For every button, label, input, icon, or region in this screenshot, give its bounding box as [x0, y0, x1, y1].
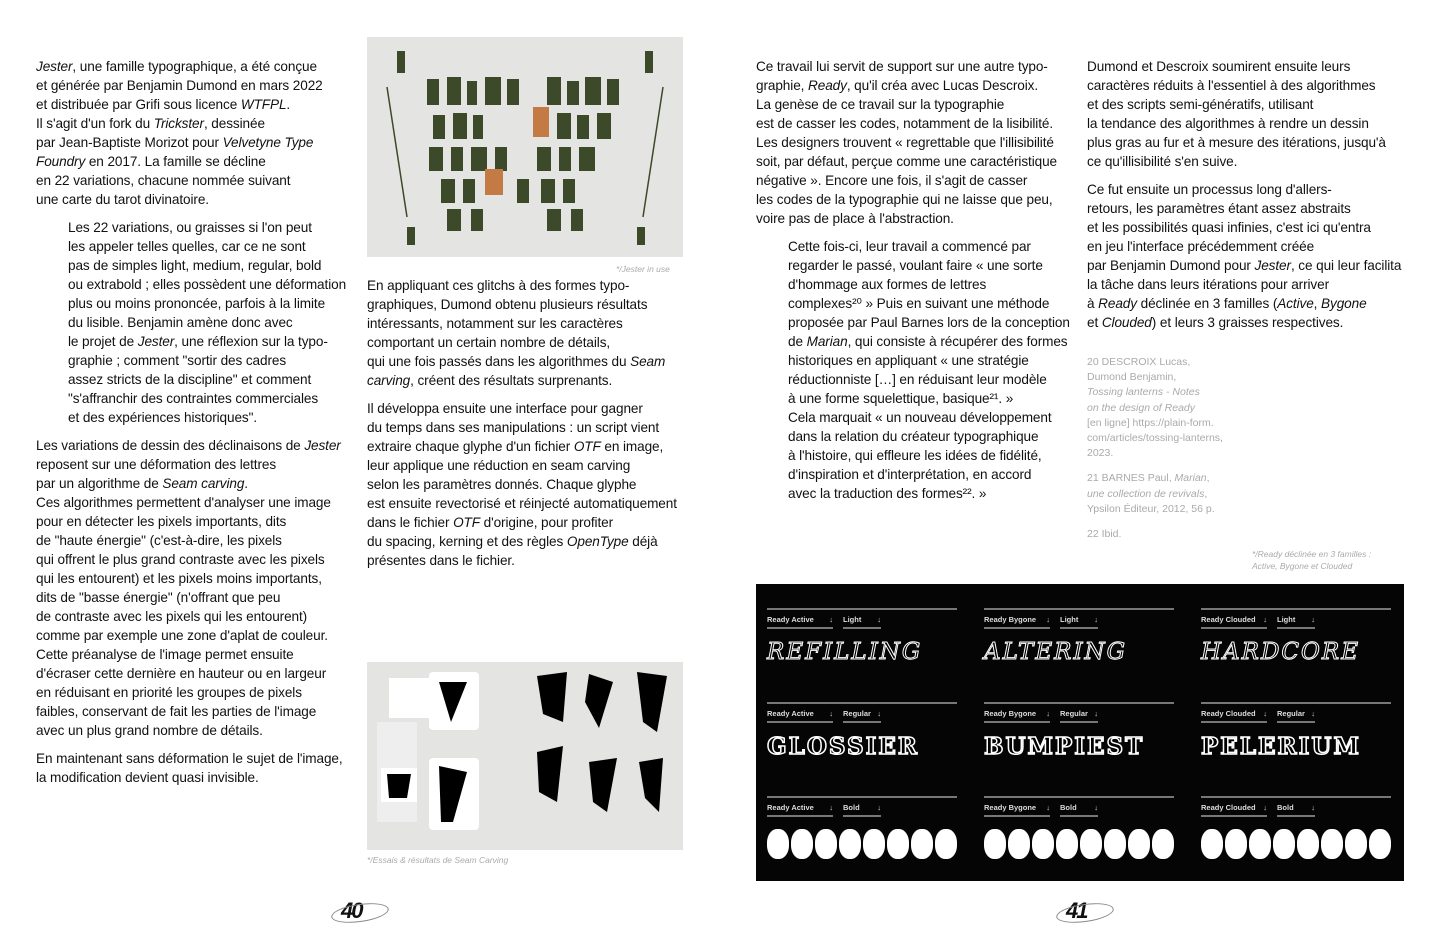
text-run: 21 BARNES Paul,	[1087, 472, 1175, 485]
paragraph	[36, 57, 358, 209]
arrow-down-icon: ↓	[1311, 709, 1315, 718]
arrow-down-icon: ↓	[1263, 709, 1267, 718]
weight-label: Regular	[1277, 709, 1305, 718]
weight-dropdown[interactable]	[843, 709, 881, 723]
specimen-cell	[767, 796, 957, 859]
paragraph	[756, 237, 1078, 503]
family-label: Ready Bygone	[984, 803, 1037, 812]
text-run: déjà présentes dans le fichier.	[367, 534, 658, 568]
italic-text: Ready	[808, 78, 847, 93]
arrow-down-icon: ↓	[1046, 803, 1050, 812]
italic-text: OTF	[453, 515, 480, 530]
paragraph	[367, 276, 692, 390]
text-run: . Ces algorithmes permettent d'analyser une image pour en détecter les pixels importants, dits de "haute énergie" (c'est-à-dire, les pixels qui offrent le plus grand contraste avec les pixels qui les entourent) et les pixels moins importants, dits de "basse énergie" (n'offrant que peu de contraste avec les pixels qui les entourent) comme par exemple une zone d'aplat de couleur. Cette préanalyse de l'image permet ensuite d'écraser cette dernière en hauteur ou en largeur en réduisant en priorité les groupes de pixels faibles, conservant de fait les parties de l'image avec un plus grand nombre de détails.	[36, 476, 331, 738]
weight-label: Light	[843, 615, 862, 624]
family-dropdown[interactable]	[767, 803, 833, 817]
italic-text: Tossing lanterns - Notes on the design of Ready	[1087, 386, 1200, 414]
divider	[1201, 702, 1391, 704]
text-run: [en ligne] https://plain-form. com/articles/tossing-lanterns, 2023.	[1087, 416, 1223, 460]
text-run: Ce fut ensuite un processus long d'allers- retours, les paramètres étant assez abstraits et les possibilités quasi infinies, c'est ici qu'entra en jeu l'interface précédemment créée par Benjamin Dumond pour	[1087, 182, 1371, 273]
text-run: Dumond et Descroix soumirent ensuite leurs caractères réduits à l'essentiel à des algorithmes et des scripts semi-génératifs, utilisant la tendance des algorithmes à rendre un dessin plus gras au fur et à mesure des itérations, jusqu'à ce qu'illisibilité s'en suive.	[1087, 59, 1386, 169]
text-run: d'origine, pour profiter du spacing, kerning et des règles	[367, 515, 614, 549]
arrow-down-icon: ↓	[829, 803, 833, 812]
weight-dropdown[interactable]	[843, 615, 881, 629]
text-run: ) et leurs 3 graisses respectives.	[1151, 315, 1344, 330]
text-run: ,	[1313, 296, 1322, 311]
italic-text: OTF	[573, 439, 601, 454]
weight-dropdown[interactable]	[1060, 709, 1098, 723]
italic-text: OpenType	[566, 534, 629, 549]
italic-text: Jester	[1254, 258, 1291, 273]
left-column-2	[367, 276, 692, 579]
arrow-down-icon: ↓	[877, 709, 881, 718]
text-run: ,	[1206, 472, 1210, 485]
jester-glyphs-artwork	[367, 37, 683, 257]
arrow-down-icon: ↓	[1046, 709, 1050, 718]
italic-text: Bygone	[1321, 296, 1367, 311]
page-number-right	[1066, 898, 1086, 924]
weight-dropdown[interactable]	[1060, 615, 1098, 629]
text-run: , qu'il créa avec Lucas Descroix. La genèse de ce travail sur la typographie est de casser les codes, notamment de la lisibilité. Les designers trouvent « regrettable que l'illisibilité soit, par défaut, perçue comme une caractéristique négative ». Encore une fois, il s'agit de casser les codes de la typographie qui ne laisse que peu, voire pas de place à l'abstraction.	[756, 78, 1058, 226]
page-number-ornament	[330, 900, 390, 926]
page-number-left	[341, 898, 361, 924]
right-column-1	[756, 57, 1078, 512]
text-run: , qui consiste à récupérer des formes historiques en appliquant « une stratégie réductionniste […] en réduisant leur modèle à une forme squelettique, basique²¹. » Cela marquait « un nouveau développement dans la relation du créateur typographique à l'histoire, qui effleure les idées de fidélité, d'inspiration et d'interprétation, en accord avec la traduction des formes²². »	[788, 334, 1068, 501]
text-run: . Il s'agit d'un fork du	[36, 97, 291, 131]
caption-jester: */Jester in use	[616, 264, 670, 274]
ready-specimen-panel	[756, 584, 1404, 881]
divider	[767, 702, 957, 704]
text-run: , une réflexion sur la typo- graphie ; comment "sortir des cadres assez stricts de la discipline" et comment "s'affranchir des contraintes commerciales et des expériences historiques".	[68, 334, 328, 425]
weight-dropdown[interactable]	[1277, 803, 1315, 817]
text-run: , créent des résultats surprenants.	[410, 373, 613, 388]
paragraph	[36, 218, 358, 427]
text-run: , dessinée par Jean-Baptiste Morizot pour	[36, 116, 265, 150]
family-label: Ready Bygone	[984, 709, 1037, 718]
arrow-down-icon: ↓	[1263, 803, 1267, 812]
paragraph	[36, 436, 358, 740]
arrow-down-icon: ↓	[829, 709, 833, 718]
specimen-word: BUMPIEST	[984, 733, 1145, 760]
italic-text: Ready déclinée en 3 familles : Active, Bygone et Clouded	[1252, 549, 1372, 571]
text-run: en 2017. La famille se décline en 22 variations, chacune nommée suivant une carte du tarot divinatoire.	[36, 154, 291, 207]
italic-text: Velvetyne Type Foundry	[36, 135, 314, 169]
text-run: 20 DESCROIX Lucas, Dumond Benjamin,	[1087, 356, 1191, 384]
weight-label: Regular	[1060, 709, 1088, 718]
weight-label: Bold	[1060, 803, 1077, 812]
text-run: Cette fois-ci, leur travail a commencé par regarder le passé, voulant faire « une sorte d'hommage aux formes de lettres complexes²⁰ » Puis en suivant une méthode proposée par Paul Barnes lors de la conception de	[788, 239, 1070, 349]
footnote	[1087, 471, 1287, 517]
weight-label: Light	[1277, 615, 1296, 624]
text-run: 22 Ibid.	[1087, 528, 1122, 541]
specimen-cell	[1201, 702, 1391, 760]
specimen-cell	[767, 702, 957, 760]
footnote	[1087, 527, 1287, 542]
specimen-cell	[984, 702, 1174, 760]
arrow-down-icon: ↓	[829, 615, 833, 624]
specimen-cell	[767, 608, 957, 665]
italic-text: Marian	[806, 334, 848, 349]
family-dropdown[interactable]	[1201, 615, 1267, 629]
specimen-cell	[1201, 796, 1391, 859]
italic-text: Active	[1277, 296, 1314, 311]
family-label: Ready Clouded	[1201, 803, 1256, 812]
italic-text: Jester	[304, 438, 341, 453]
specimen-cell	[984, 796, 1174, 859]
divider	[1201, 608, 1391, 610]
arrow-down-icon: ↓	[1094, 803, 1098, 812]
text-run: en image, leur applique une réduction en seam carving selon les paramètres donnés. Chaque glyphe est ensuite revectorisé et réinjecté automatiquement dans le fichier	[367, 439, 677, 530]
specimen-bold-artwork	[984, 829, 1174, 859]
italic-text: Marian	[1174, 472, 1207, 485]
text-run: En maintenant sans déformation le sujet de l'image, la modification devient quasi invisible.	[36, 751, 343, 785]
divider	[767, 796, 957, 798]
specimen-word: HARDCORE	[1201, 639, 1360, 665]
italic-text: */	[1252, 549, 1258, 559]
weight-label: Light	[1060, 615, 1079, 624]
family-dropdown[interactable]	[984, 615, 1050, 629]
text-run: , Ypsilon Éditeur, 2012, 56 p.	[1087, 487, 1215, 515]
family-label: Ready Bygone	[984, 615, 1037, 624]
text-run: et	[1087, 315, 1099, 330]
text-run: Les 22 variations, ou graisses si l'on peut les appeler telles quelles, car ce ne sont pas de simples light, medium, regular, bold ou extrabold ; elles possèdent une déformation plus ou moins prononcée, parfois à la limite du lisible. Benjamin amène donc avec le projet de	[68, 220, 347, 349]
specimen-bold-artwork	[767, 829, 957, 859]
text-run: En appliquant ces glitchs à des formes typo- graphiques, Dumond obtenu plusieurs résultats intéressants, notamment sur les caractères comportant un certain nombre de détails, qui une fois passés dans les algorithmes du	[367, 278, 648, 369]
arrow-down-icon: ↓	[877, 615, 881, 624]
text-run: reposent sur une déformation des lettres par un algorithme de	[36, 457, 277, 491]
text-run: Les variations de dessin des déclinaisons de	[36, 438, 305, 453]
family-label: Ready Active	[767, 803, 814, 812]
text-run: déclinée en 3 familles (	[1136, 296, 1278, 311]
paragraph	[36, 749, 358, 787]
family-label: Ready Clouded	[1201, 709, 1256, 718]
weight-label: Bold	[843, 803, 860, 812]
paragraph	[756, 57, 1078, 228]
family-dropdown[interactable]	[767, 709, 833, 723]
weight-dropdown[interactable]	[1277, 709, 1315, 723]
text-run: Ce travail lui servit de support sur une autre typo- graphie,	[756, 59, 1048, 93]
caption-seam-carving: */Essais & résultats de Seam Carving	[367, 855, 509, 865]
family-dropdown[interactable]	[984, 709, 1050, 723]
family-label: Ready Active	[767, 615, 814, 624]
divider	[984, 702, 1174, 704]
italic-text: Ready	[1098, 296, 1137, 311]
jester-in-use-image	[367, 37, 683, 257]
specimen-cell	[1201, 608, 1391, 665]
divider	[767, 608, 957, 610]
right-column-2	[1087, 57, 1417, 341]
arrow-down-icon: ↓	[1046, 615, 1050, 624]
left-column-1	[36, 57, 358, 796]
weight-dropdown[interactable]	[843, 803, 881, 817]
italic-text: WTFPL	[240, 97, 287, 112]
paragraph	[367, 399, 692, 570]
divider	[984, 796, 1174, 798]
family-dropdown[interactable]	[1201, 803, 1267, 817]
arrow-down-icon: ↓	[877, 803, 881, 812]
paragraph	[1087, 180, 1417, 332]
seam-carving-image	[367, 662, 683, 850]
caption-ready	[1252, 548, 1371, 572]
specimen-word: PELERIUM	[1201, 733, 1361, 760]
weight-label: Bold	[1277, 803, 1294, 812]
divider	[1201, 796, 1391, 798]
paragraph	[1087, 57, 1417, 171]
text-run: Il développa ensuite une interface pour gagner du temps dans ses manipulations : un script vient extraire chaque glyphe d'un fichier	[367, 401, 660, 454]
specimen-word: REFILLING	[767, 639, 923, 665]
family-dropdown[interactable]	[767, 615, 833, 629]
arrow-down-icon: ↓	[1263, 615, 1267, 624]
seam-carving-artwork	[367, 662, 683, 850]
italic-text: Trickster	[153, 116, 204, 131]
italic-text: Clouded	[1101, 315, 1152, 330]
text-run: , une famille typographique, a été conçue et générée par Benjamin Dumond en mars 2022 et distribuée par Grifi sous licence	[36, 59, 323, 112]
arrow-down-icon: ↓	[1094, 615, 1098, 624]
italic-text: Jester	[36, 59, 73, 74]
weight-label: Regular	[843, 709, 871, 718]
page-number-ornament	[1055, 900, 1115, 926]
italic-text: Jester	[137, 334, 175, 349]
family-dropdown[interactable]	[984, 803, 1050, 817]
specimen-word: ALTERING	[984, 639, 1128, 665]
specimen-word: GLOSSIER	[767, 733, 919, 760]
weight-dropdown[interactable]	[1277, 615, 1315, 629]
footnotes	[1087, 355, 1287, 552]
weight-dropdown[interactable]	[1060, 803, 1098, 817]
arrow-down-icon: ↓	[1094, 709, 1098, 718]
family-dropdown[interactable]	[1201, 709, 1267, 723]
arrow-down-icon: ↓	[1311, 803, 1315, 812]
italic-text: une collection de revivals	[1087, 487, 1205, 500]
specimen-cell	[984, 608, 1174, 665]
footnote	[1087, 355, 1287, 461]
divider	[984, 608, 1174, 610]
italic-text: Seam carving	[162, 476, 245, 491]
italic-text: Seam carving	[367, 354, 666, 388]
family-label: Ready Active	[767, 709, 814, 718]
page-number-text: 41	[1066, 898, 1087, 923]
page-number-text: 40	[341, 898, 362, 923]
text-run: , ce qui leur facilita la tâche dans leurs itérations pour arriver à	[1087, 258, 1402, 311]
family-label: Ready Clouded	[1201, 615, 1256, 624]
specimen-bold-artwork	[1201, 829, 1391, 859]
arrow-down-icon: ↓	[1311, 615, 1315, 624]
